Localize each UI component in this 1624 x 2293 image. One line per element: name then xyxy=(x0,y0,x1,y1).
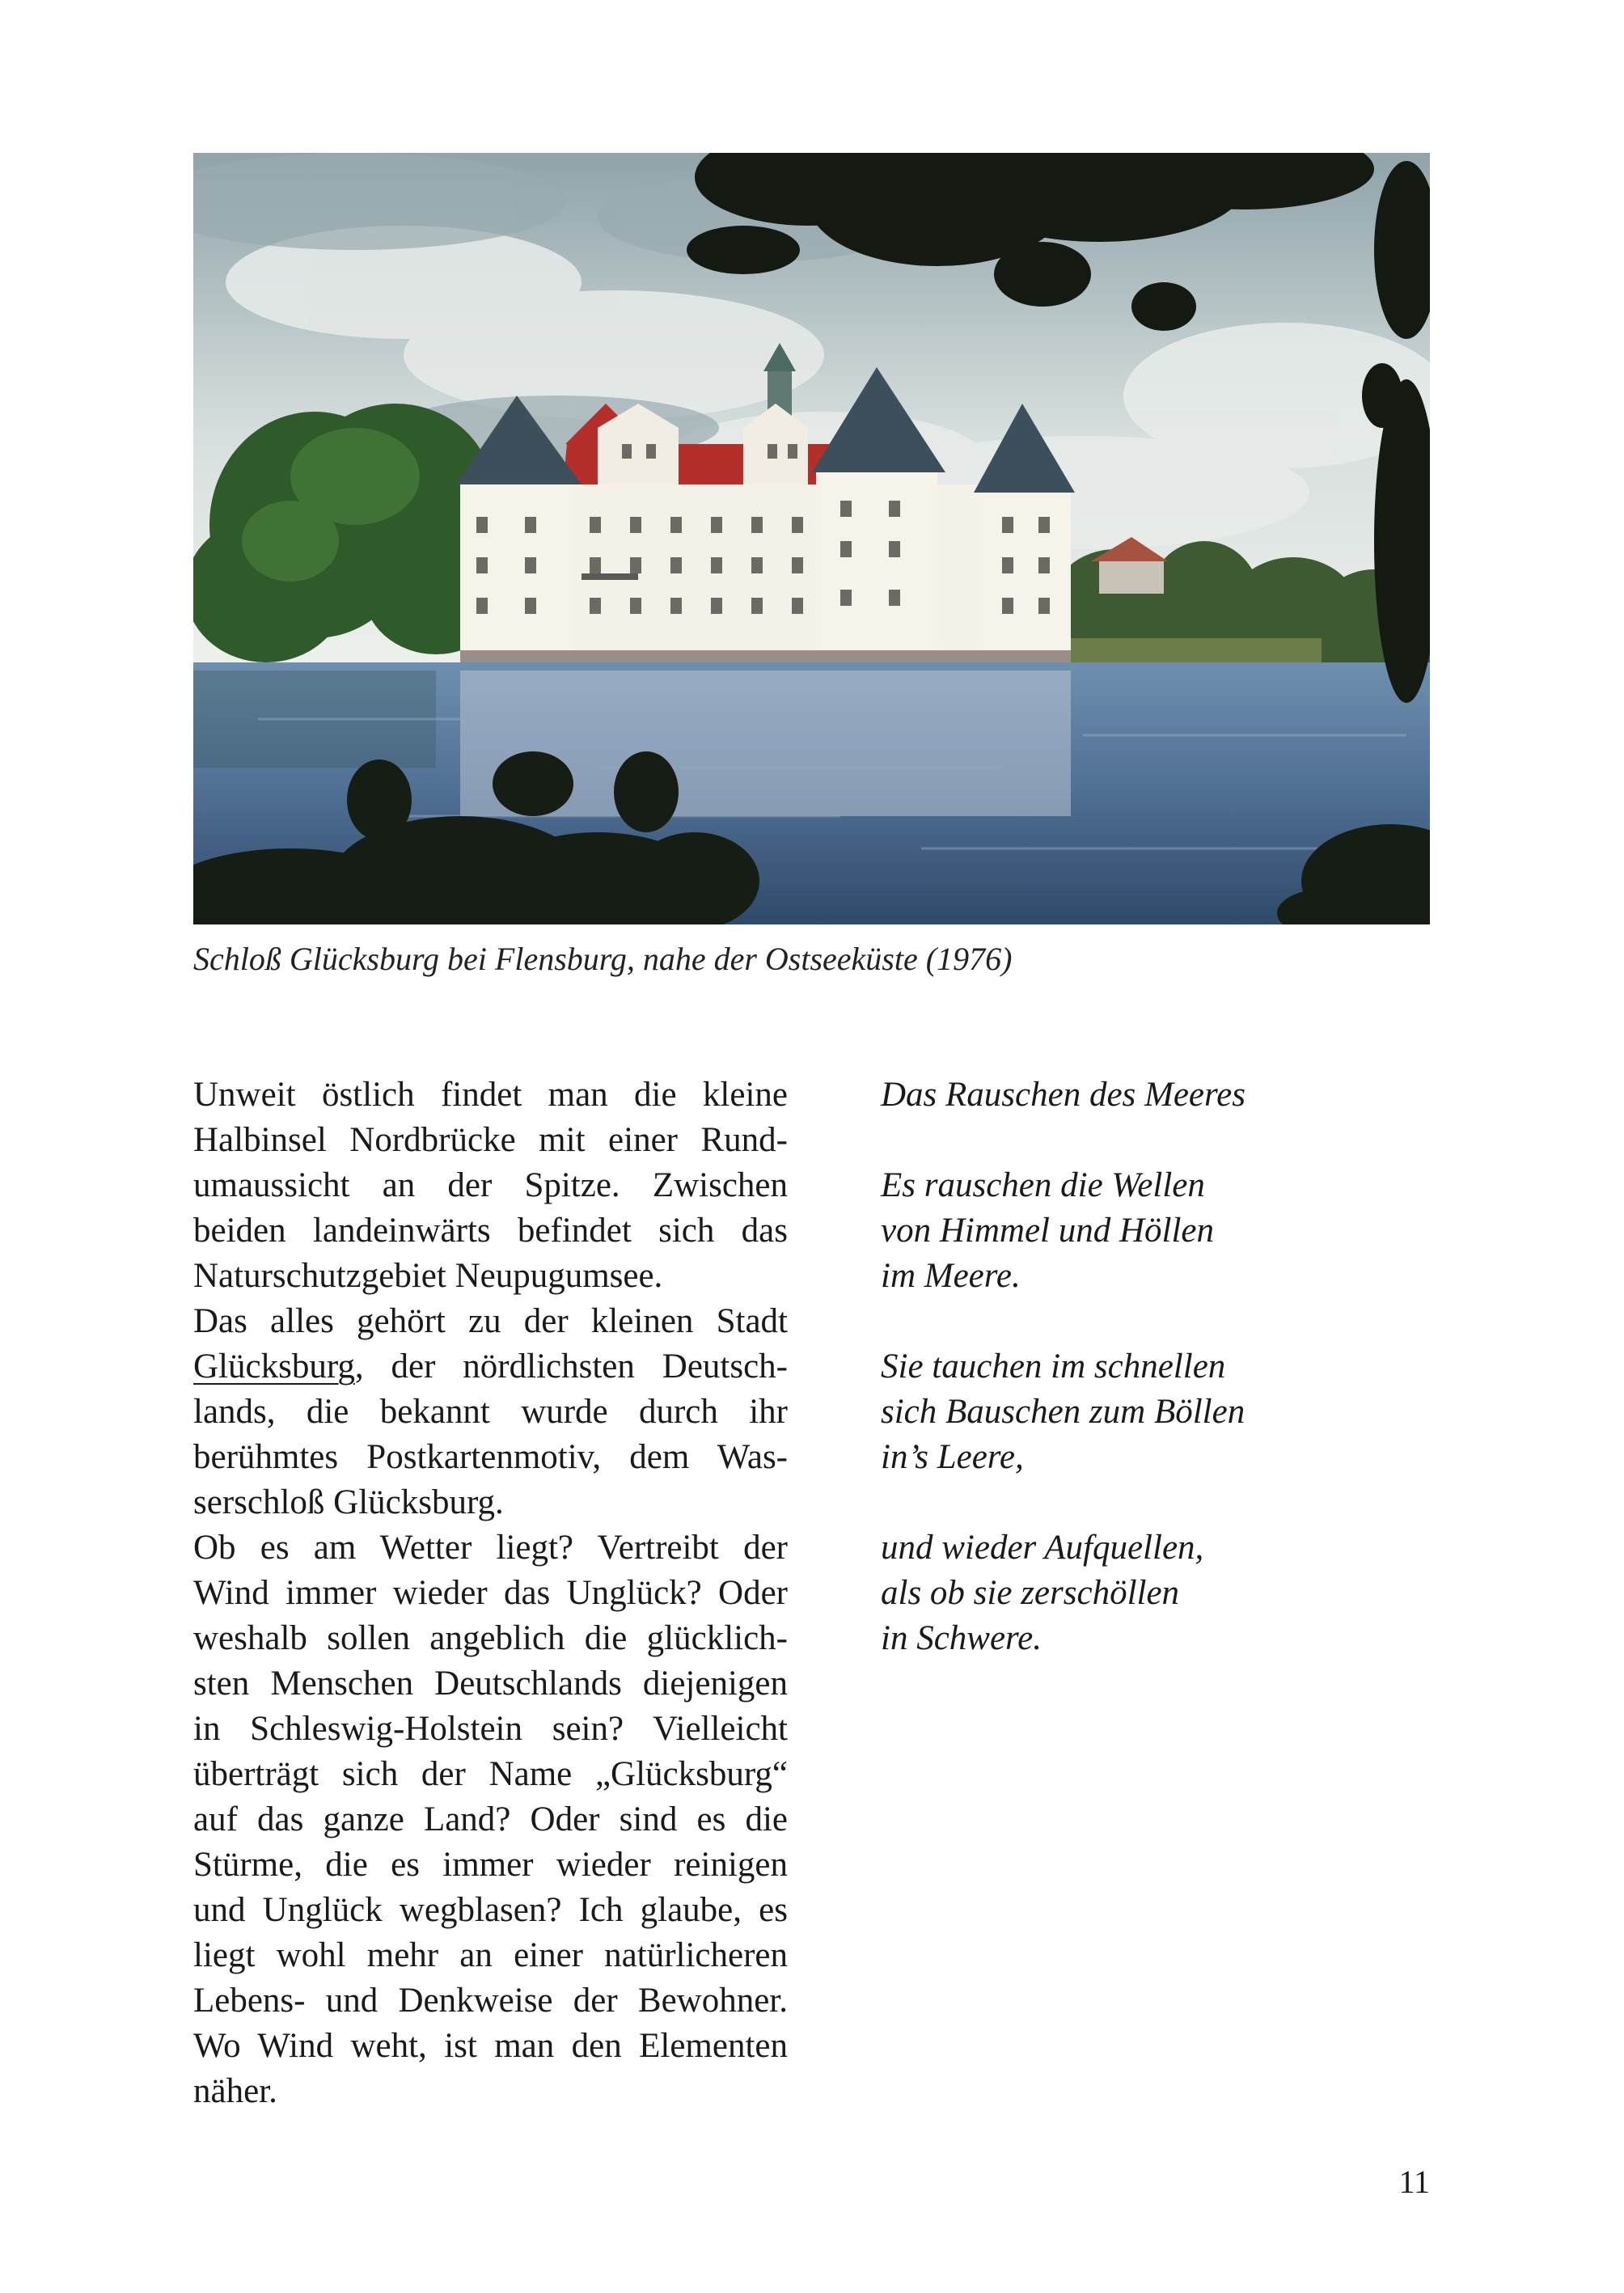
figure-caption: Schloß Glücksburg bei Flensburg, nahe der Ostseeküste (1976) xyxy=(193,941,1013,977)
text-line: berühmtes Postkartenmotiv, dem Was- xyxy=(193,1438,788,1476)
text-line: Naturschutzgebiet Neupugumsee. xyxy=(193,1257,663,1295)
text-line: Das alles gehört zu der kleinen Stadt xyxy=(193,1302,788,1340)
text-line: Unweit östlich findet man die kleine xyxy=(193,1076,788,1114)
text-line: weshalb sollen angeblich die glücklich- xyxy=(193,1619,788,1657)
text-line: umaussicht an der Spitze. Zwischen xyxy=(193,1166,788,1204)
poem-line: sich Bauschen zum Böllen xyxy=(881,1393,1245,1431)
text-line: Wo Wind weht, ist man den Elementen xyxy=(193,2027,788,2065)
text-line: sten Menschen Deutschlands diejenigen xyxy=(193,1665,788,1703)
text-line: Ob es am Wetter liegt? Vertreibt der xyxy=(193,1529,788,1567)
text-line: auf das ganze Land? Oder sind es die xyxy=(193,1800,788,1838)
castle-photo xyxy=(193,153,1430,924)
poem-line: im Meere. xyxy=(881,1257,1021,1295)
text-line: näher. xyxy=(193,2072,277,2110)
text-line: serschloß Glücksburg. xyxy=(193,1483,504,1521)
text-line: Halbinsel Nordbrücke mit einer Rund- xyxy=(193,1121,788,1159)
text-line: und Unglück wegblasen? Ich glaube, es xyxy=(193,1891,788,1929)
poem-line: in’s Leere, xyxy=(881,1438,1024,1476)
poem xyxy=(881,1072,1398,1661)
body-text-column xyxy=(193,1072,788,2114)
page-number: 11 xyxy=(1398,2164,1430,2200)
poem-line: von Himmel und Höllen xyxy=(881,1212,1215,1250)
poem-line: Es rauschen die Wellen xyxy=(881,1166,1205,1204)
poem-title: Das Rauschen des Meeres xyxy=(881,1076,1245,1114)
text-line: Lebens- und Denkweise der Bewohner. xyxy=(193,1982,788,2020)
text-line: Wind immer wieder das Unglück? Oder xyxy=(193,1574,788,1612)
text-line: beiden landeinwärts befindet sich das xyxy=(193,1212,788,1250)
castle-photo-illustration xyxy=(193,153,1430,924)
text-line: lands, die bekannt wurde durch ihr xyxy=(193,1393,788,1431)
text-line: liegt wohl mehr an einer natürlicheren xyxy=(193,1936,788,1974)
text-line-rest: , der nördlichsten Deutsch- xyxy=(354,1347,788,1386)
text-line-with-link xyxy=(193,1344,788,1390)
text-line: überträgt sich der Name „Glücksburg“ xyxy=(193,1755,788,1793)
poem-line: als ob sie zerschöllen xyxy=(881,1574,1180,1612)
text-line: Stürme, die es immer wieder reinigen xyxy=(193,1846,788,1884)
glucksburg-link[interactable]: Glücksburg xyxy=(193,1347,355,1386)
text-line: in Schleswig-Holstein sein? Vielleicht xyxy=(193,1710,788,1748)
poem-line: und wieder Aufquellen, xyxy=(881,1529,1204,1567)
poem-line: in Schwere. xyxy=(881,1619,1042,1657)
poem-line: Sie tauchen im schnellen xyxy=(881,1347,1226,1386)
